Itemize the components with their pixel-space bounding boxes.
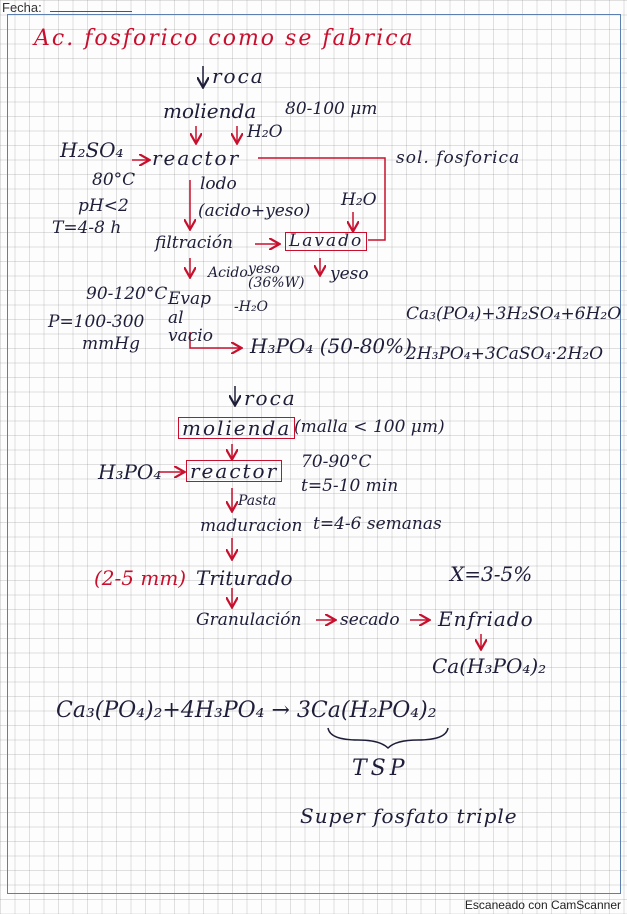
p2-time: t=5-10 min: [301, 476, 399, 496]
scanner-watermark: Escaneado con CamScanner: [464, 898, 621, 912]
p1-pressure-unit: mmHg: [82, 334, 140, 354]
p1-sol-fosforica: sol. fosforica: [396, 148, 521, 168]
p1-product: H₃PO₄ (50-80%): [250, 334, 412, 358]
p1-yeso: yeso: [330, 264, 369, 284]
underbrace-tsp: [328, 728, 448, 748]
p2-conversion: X=3-5%: [450, 562, 533, 586]
p2-roca: roca: [244, 386, 297, 410]
p1-evap: Evap al vacio: [168, 289, 213, 347]
p1-ph: pH<2: [78, 196, 129, 216]
p2-malla: (malla < 100 μm): [294, 417, 445, 437]
date-label: Fecha:: [2, 0, 42, 15]
p2-reaction: Ca₃(PO₄)₂+4H₃PO₄ → 3Ca(H₂PO₄)₂: [56, 698, 437, 723]
p1-lavado: Lavado: [285, 232, 367, 251]
p1-lodo: lodo: [200, 174, 237, 194]
p1-roca: roca: [212, 64, 265, 88]
p2-pasta: Pasta: [238, 493, 277, 509]
p1-reactor: reactor: [152, 146, 241, 170]
p1-h2o-input: H₂O: [247, 122, 283, 142]
p1-acido: Acido: [208, 265, 248, 281]
p2-size: (2-5 mm): [94, 566, 187, 590]
p2-maduracion-time: t=4-6 semanas: [313, 514, 442, 534]
p1-temp: 80°C: [92, 170, 136, 190]
p2-molienda: molienda: [178, 417, 295, 439]
p2-temp: 70-90°C: [301, 452, 372, 472]
p1-acido-yeso: (acido+yeso): [198, 201, 311, 221]
p2-enfriado: Enfriado: [438, 607, 534, 631]
p2-granulacion: Granulación: [196, 610, 302, 630]
p1-equation-reactants: Ca₃(PO₄)+3H₂SO₄+6H₂O: [406, 304, 622, 324]
p2-reactor: reactor: [186, 460, 282, 482]
p2-tsp-name: Super fosfato triple: [300, 804, 518, 828]
p2-tsp: TSP: [352, 756, 409, 781]
p1-molienda-size: 80-100 μm: [285, 99, 378, 119]
p1-pressure: P=100-300: [48, 312, 145, 332]
p2-maduracion: maduracion: [200, 516, 303, 536]
page-title: Ac. fosforico como se fabrica: [34, 26, 415, 51]
p2-h3po4: H₃PO₄: [98, 460, 162, 484]
p1-h2so4: H₂SO₄: [60, 138, 124, 162]
p2-ca-product: Ca(H₃PO₄)₂: [432, 654, 547, 678]
p1-time: T=4-8 h: [52, 218, 122, 238]
p1-h2o-wash: H₂O: [341, 190, 377, 210]
p2-triturado: Triturado: [196, 566, 293, 590]
p1-equation-products: 2H₃PO₄+3CaSO₄·2H₂O: [406, 344, 604, 364]
p1-molienda: molienda: [163, 99, 257, 123]
p1-h2o-out: -H₂O: [234, 299, 269, 315]
p2-secado: secado: [340, 610, 400, 630]
p1-evap-temp: 90-120°C: [86, 284, 168, 304]
p1-yeso-pct: yeso (36%W): [248, 261, 305, 291]
p1-filtracion: filtración: [155, 233, 234, 253]
